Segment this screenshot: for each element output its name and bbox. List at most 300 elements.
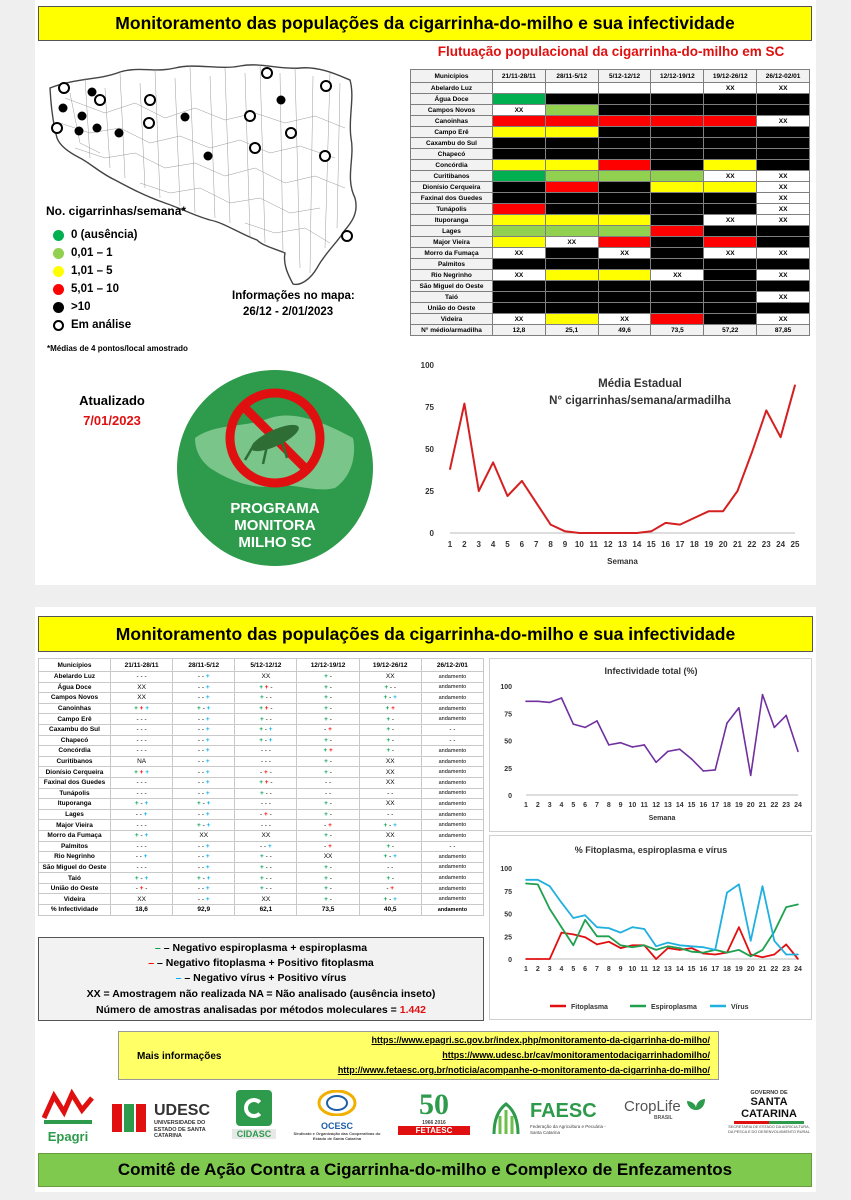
data-point xyxy=(573,934,575,936)
infectivity-cell: - + xyxy=(297,820,359,831)
data-point xyxy=(714,769,716,771)
data-point xyxy=(785,715,787,717)
infectivity-cell: - - xyxy=(297,788,359,799)
x-tick-label: 15 xyxy=(687,802,696,809)
x-tick-label: 3 xyxy=(476,540,481,549)
infectivity-cell: + - - xyxy=(235,714,297,725)
data-point xyxy=(561,926,563,928)
x-tick-label: 4 xyxy=(559,802,564,809)
data-point xyxy=(537,700,539,702)
faesc-icon xyxy=(488,1100,524,1136)
municipality-name: Taió xyxy=(39,873,111,884)
municipality-name: Ituporanga xyxy=(411,215,493,226)
data-point xyxy=(762,956,764,958)
x-tick-label: 10 xyxy=(628,966,637,973)
data-point xyxy=(525,700,527,702)
infectivity-cell: - - + xyxy=(173,788,235,799)
x-tick-label: 7 xyxy=(534,540,539,549)
infectivity-cell: - - + xyxy=(173,714,235,725)
population-cell xyxy=(651,94,704,105)
series-line-infectividade xyxy=(526,695,798,776)
population-cell xyxy=(545,105,598,116)
municipality-name: Campos Novos xyxy=(411,105,493,116)
infectivity-cell: + - - xyxy=(235,788,297,799)
municipality-name: Chapecó xyxy=(411,149,493,160)
x-tick-label: 16 xyxy=(699,966,708,973)
population-cell: XX xyxy=(757,116,810,127)
population-cell xyxy=(545,215,598,226)
data-point xyxy=(535,502,537,504)
municipality-name: Chapecó xyxy=(39,735,111,746)
infectivity-cell: andamento xyxy=(421,788,483,799)
infectivity-cell: - - xyxy=(359,862,421,873)
infectivity-cell: - - + xyxy=(173,862,235,873)
population-cell xyxy=(598,83,651,94)
table-total-row xyxy=(39,905,484,916)
y-tick-label: 25 xyxy=(425,487,434,496)
government-logo: GOVERNO DE SANTA CATARINA SECRETARIA DE ESTADO DA AGRICULTURA, DA PESCA E DO DESENVOLVIMENTO RURAL xyxy=(728,1090,810,1134)
infectivity-cell: andamento xyxy=(421,799,483,810)
population-cell: XX xyxy=(493,248,546,259)
data-point xyxy=(679,949,681,951)
population-cell xyxy=(545,149,598,160)
map-point-black xyxy=(78,112,87,121)
municipality-name: Caxambu do Sul xyxy=(411,138,493,149)
map-point-black xyxy=(59,104,68,113)
municipality-name: Água Doce xyxy=(39,682,111,693)
population-cell xyxy=(598,237,651,248)
data-point xyxy=(679,524,681,526)
population-cell: XX xyxy=(757,292,810,303)
data-point xyxy=(667,751,669,753)
data-point xyxy=(762,694,764,696)
table-header-row xyxy=(411,70,810,83)
infectivity-cell: - - - xyxy=(111,777,173,788)
x-tick-label: 17 xyxy=(711,802,720,809)
x-tick-label: 20 xyxy=(746,802,755,809)
municipality-name: Campo Erê xyxy=(411,127,493,138)
population-cell xyxy=(493,116,546,127)
data-point xyxy=(679,947,681,949)
x-tick-label: 22 xyxy=(747,540,757,549)
infectivity-cell: andamento xyxy=(421,693,483,704)
infectivity-cell: + - xyxy=(359,841,421,852)
infectivity-cell: andamento xyxy=(421,852,483,863)
data-point xyxy=(584,919,586,921)
infectivity-cell: + - xyxy=(297,873,359,884)
data-point xyxy=(797,904,799,906)
data-point xyxy=(507,495,509,497)
x-axis-title: Semana xyxy=(648,815,676,822)
population-cell: XX xyxy=(757,171,810,182)
infectivity-cell: - - + xyxy=(173,672,235,683)
x-tick-label: 2 xyxy=(462,540,467,549)
faesc-logo: FAESC Federação da Agricultura e Pecuária - Santa Catarina xyxy=(488,1100,606,1140)
x-tick-label: 2 xyxy=(535,966,540,973)
population-cell xyxy=(545,83,598,94)
legend-items xyxy=(53,226,223,334)
mean-value: 57,22 xyxy=(704,325,757,336)
infectivity-cell: + - + xyxy=(173,799,235,810)
x-tick-label: 5 xyxy=(505,540,510,549)
x-tick-label: 6 xyxy=(583,802,588,809)
infectivity-cell: - - + xyxy=(173,682,235,693)
population-cell xyxy=(545,281,598,292)
x-tick-label: 21 xyxy=(758,802,767,809)
population-cell: XX xyxy=(704,171,757,182)
infectivity-cell: - - + xyxy=(173,809,235,820)
x-tick-label: 14 xyxy=(632,540,642,549)
x-tick-label: 15 xyxy=(687,966,696,973)
population-cell xyxy=(545,160,598,171)
municipality-name: Lages xyxy=(39,809,111,820)
x-tick-label: 11 xyxy=(589,540,598,549)
table-row xyxy=(411,160,810,171)
link-fetaesc[interactable]: http://www.fetaesc.org.br/noticia/acompanhe-o-monitoramento-da-cigarrinha-do-milho/ xyxy=(337,1065,710,1075)
municipality-name: Tunápolis xyxy=(39,788,111,799)
municipality-name: Concórdia xyxy=(39,746,111,757)
municipality-name: Major Vieira xyxy=(39,820,111,831)
series-legend-label: Fitoplasma xyxy=(571,1004,608,1011)
data-point xyxy=(737,490,739,492)
population-cell xyxy=(493,204,546,215)
mean-value: 49,6 xyxy=(598,325,651,336)
x-tick-label: 19 xyxy=(704,540,714,549)
infectivity-cell: + - xyxy=(297,735,359,746)
data-point xyxy=(579,532,581,534)
population-cell xyxy=(545,292,598,303)
infectivity-cell: + - - xyxy=(235,883,297,894)
data-point xyxy=(691,947,693,949)
x-tick-label: 8 xyxy=(606,802,611,809)
table-header-row xyxy=(39,659,484,672)
x-tick-label: 7 xyxy=(595,802,599,809)
table-row xyxy=(411,94,810,105)
legend-item-label: 5,01 – 10 xyxy=(71,283,119,295)
population-cell xyxy=(651,259,704,270)
x-tick-label: 16 xyxy=(661,540,671,549)
population-cell xyxy=(757,138,810,149)
map-point-black xyxy=(75,127,84,136)
population-cell xyxy=(598,94,651,105)
x-tick-label: 5 xyxy=(571,966,576,973)
mean-value: 87,85 xyxy=(757,325,810,336)
legend-item xyxy=(53,244,223,262)
x-tick-label: 21 xyxy=(758,966,767,973)
population-cell xyxy=(704,138,757,149)
data-point xyxy=(691,758,693,760)
table-header: 21/11-28/11 xyxy=(493,70,546,83)
municipality-name: Concórdia xyxy=(411,160,493,171)
x-tick-label: 5 xyxy=(571,802,576,809)
legend-item-label: 1,01 – 5 xyxy=(71,265,113,277)
population-cell xyxy=(757,160,810,171)
infectivity-cell: XX xyxy=(235,894,297,905)
table-row xyxy=(411,171,810,182)
program-logo xyxy=(175,368,375,568)
population-cell: XX xyxy=(704,83,757,94)
x-tick-label: 1 xyxy=(447,540,453,549)
data-point xyxy=(620,945,622,947)
infectivity-cell: XX xyxy=(235,830,297,841)
infectivity-cell: + - + xyxy=(235,735,297,746)
population-cell: XX xyxy=(757,204,810,215)
x-tick-label: 20 xyxy=(718,540,728,549)
infectivity-cell: XX xyxy=(173,830,235,841)
table-header: 5/12-12/12 xyxy=(598,70,651,83)
infectivity-cell: + - - xyxy=(359,682,421,693)
infectivity-cell: + + + xyxy=(111,703,173,714)
population-cell: XX xyxy=(757,314,810,325)
population-cell: XX xyxy=(545,237,598,248)
infectivity-cell: - - xyxy=(421,735,483,746)
population-cell xyxy=(598,281,651,292)
x-axis-title: Semana xyxy=(607,557,638,566)
data-point xyxy=(750,775,752,777)
population-cell: XX xyxy=(598,248,651,259)
data-point xyxy=(726,722,728,724)
municipality-name: Taió xyxy=(411,292,493,303)
map-point-empty xyxy=(262,68,272,78)
data-point xyxy=(665,522,667,524)
table-row xyxy=(411,83,810,94)
infectivity-cell: andamento xyxy=(421,714,483,725)
infectivity-cell: XX xyxy=(111,894,173,905)
municipality-name: Morro da Fumaça xyxy=(411,248,493,259)
x-tick-label: 17 xyxy=(675,540,685,549)
legend-item-label: 0,01 – 1 xyxy=(71,247,113,259)
data-point xyxy=(694,517,696,519)
municipality-name: Canoinhas xyxy=(39,703,111,714)
population-cell xyxy=(598,215,651,226)
population-cell: XX xyxy=(598,314,651,325)
infectivity-cell: XX xyxy=(111,682,173,693)
chart-subtitle: N° cigarrinhas/semana/armadilha xyxy=(549,395,731,407)
chart-title: % Fitoplasma, espiroplasma e vírus xyxy=(574,845,728,855)
table-row xyxy=(39,799,484,810)
data-point xyxy=(608,927,610,929)
legend-swatch xyxy=(53,230,64,241)
map-point-black xyxy=(277,96,286,105)
population-cell xyxy=(598,116,651,127)
legend-item xyxy=(53,280,223,298)
data-point xyxy=(738,707,740,709)
total-value: 62,1 xyxy=(235,905,297,916)
table-row xyxy=(39,767,484,778)
infectivity-cell: + - - xyxy=(235,873,297,884)
mean-value: 12,8 xyxy=(493,325,546,336)
y-tick-label: 50 xyxy=(425,445,434,454)
data-point xyxy=(549,958,551,960)
municipality-name: União do Oeste xyxy=(39,883,111,894)
municipality-name: Dionísio Cerqueira xyxy=(411,182,493,193)
table-row xyxy=(39,830,484,841)
data-point xyxy=(708,510,710,512)
population-cell xyxy=(545,204,598,215)
population-cell xyxy=(598,226,651,237)
map-point-empty xyxy=(342,231,352,241)
x-tick-label: 9 xyxy=(618,966,623,973)
x-tick-label: 13 xyxy=(664,802,672,809)
table-row xyxy=(411,237,810,248)
table-header: 21/11-28/11 xyxy=(111,659,173,672)
y-tick-label: 25 xyxy=(504,765,512,773)
map-info-label: Informações no mapa: xyxy=(232,290,355,302)
infectivity-cell: andamento xyxy=(421,862,483,873)
symbols-legend xyxy=(38,937,484,1021)
infectivity-cell: + - - xyxy=(235,693,297,704)
data-point xyxy=(667,942,669,944)
data-point xyxy=(750,955,752,957)
data-point xyxy=(521,480,523,482)
data-point xyxy=(620,742,622,744)
population-cell xyxy=(651,281,704,292)
table-row xyxy=(411,292,810,303)
infectivity-cell: + - + xyxy=(111,873,173,884)
updated-date: 7/01/2023 xyxy=(83,413,141,428)
data-point xyxy=(632,946,634,948)
map-point-empty xyxy=(286,128,296,138)
table-row xyxy=(39,735,484,746)
program-logo-line3: MILHO SC xyxy=(238,534,312,551)
infectivity-cell: andamento xyxy=(421,809,483,820)
legend-item xyxy=(53,226,223,244)
infectivity-cell: andamento xyxy=(421,883,483,894)
data-point xyxy=(643,945,645,947)
data-point xyxy=(492,462,494,464)
legend-footnote: *Médias de 4 pontos/local amostrado xyxy=(47,344,188,353)
population-cell: XX xyxy=(704,215,757,226)
infectivity-cell: - - xyxy=(359,809,421,820)
fetaesc-logo: 50 1966 2016 FETAESC xyxy=(398,1090,470,1142)
population-cell xyxy=(704,193,757,204)
data-point xyxy=(667,947,669,949)
infectivity-cell: + - xyxy=(359,735,421,746)
infectivity-cell: - - + xyxy=(173,746,235,757)
map-point-black xyxy=(88,88,97,97)
infectivity-cell: + - - xyxy=(235,852,297,863)
population-cell xyxy=(704,259,757,270)
legend-title: No. cigarrinhas/semana* xyxy=(46,204,187,218)
total-value: 73,5 xyxy=(297,905,359,916)
population-cell xyxy=(651,226,704,237)
infectivity-cell: + - + xyxy=(111,799,173,810)
x-tick-label: 13 xyxy=(618,540,627,549)
top-table-title: Flutuação populacional da cigarrinha-do-milho em SC xyxy=(437,44,785,59)
croplife-logo: CropLife BRASIL xyxy=(624,1098,709,1142)
table-row xyxy=(411,303,810,314)
population-cell xyxy=(757,303,810,314)
population-cell: XX xyxy=(651,270,704,281)
y-tick-label: 0 xyxy=(429,529,434,538)
data-point xyxy=(632,746,634,748)
infectivity-cell: + - xyxy=(297,714,359,725)
government-stripe xyxy=(734,1121,804,1124)
data-point xyxy=(714,949,716,951)
x-tick-label: 14 xyxy=(675,802,684,809)
population-cell xyxy=(651,204,704,215)
data-point xyxy=(537,958,539,960)
data-point xyxy=(622,532,624,534)
data-point xyxy=(632,926,634,928)
infectivity-cell: XX xyxy=(359,756,421,767)
table-row xyxy=(411,116,810,127)
footer-banner: Comitê de Ação Contra a Cigarrinha-do-milho e Complexo de Enfezamentos xyxy=(38,1153,812,1187)
municipality-name: Abelardo Luz xyxy=(411,83,493,94)
link-udesc[interactable]: https://www.udesc.br/cav/monitoramentodacigarrinhadomilho/ xyxy=(442,1050,710,1060)
population-cell xyxy=(598,204,651,215)
x-tick-label: 15 xyxy=(646,540,656,549)
population-cell xyxy=(704,270,757,281)
data-point xyxy=(774,727,776,729)
population-cell xyxy=(493,292,546,303)
series-line-fitoplasma xyxy=(526,927,798,959)
total-value: 18,6 xyxy=(111,905,173,916)
infectivity-cell: + - + xyxy=(359,693,421,704)
table-row xyxy=(39,672,484,683)
infectivity-cell: + - xyxy=(359,873,421,884)
program-logo-line2: MONITORA xyxy=(234,517,316,534)
map-point-empty xyxy=(144,118,154,128)
map-point-empty xyxy=(320,151,330,161)
data-point xyxy=(751,452,753,454)
population-cell xyxy=(651,248,704,259)
population-cell xyxy=(598,193,651,204)
infectivity-cell: + - - xyxy=(235,862,297,873)
link-epagri[interactable]: https://www.epagri.sc.gov.br/index.php/monitoramento-da-cigarrinha-do-milho/ xyxy=(371,1035,710,1045)
updated-label: Atualizado xyxy=(79,393,145,408)
data-point xyxy=(643,744,645,746)
municipality-name: Dionísio Cerqueira xyxy=(39,767,111,778)
municipality-name: Água Doce xyxy=(411,94,493,105)
udesc-icon xyxy=(110,1100,150,1136)
cidasc-icon xyxy=(236,1090,272,1126)
infectivity-cell: - - - xyxy=(111,841,173,852)
x-tick-label: 14 xyxy=(675,966,684,973)
legend-espiroplasma: – – Negativo espiroplasma + espiroplasma xyxy=(154,942,368,954)
data-point xyxy=(573,945,575,947)
population-cell xyxy=(704,94,757,105)
infectivity-chart-box xyxy=(489,658,812,832)
data-point xyxy=(561,902,563,904)
x-tick-label: 22 xyxy=(770,966,779,973)
data-point xyxy=(564,531,566,533)
infectivity-cell: - + xyxy=(297,724,359,735)
infectivity-cell: - - + xyxy=(173,852,235,863)
population-cell xyxy=(545,193,598,204)
infectivity-cell: - + - xyxy=(235,809,297,820)
population-cell: XX xyxy=(757,193,810,204)
population-cell xyxy=(704,160,757,171)
data-point xyxy=(738,884,740,886)
x-tick-label: 6 xyxy=(519,540,525,549)
x-tick-label: 18 xyxy=(689,540,699,549)
y-tick-label: 100 xyxy=(500,866,512,873)
population-cell xyxy=(545,259,598,270)
data-point xyxy=(797,954,799,956)
legend-samples: Número de amostras analisadas por métodos moleculares = 1.442 xyxy=(95,1004,427,1016)
infectivity-cell: + - + xyxy=(359,852,421,863)
population-cell xyxy=(545,127,598,138)
population-cell xyxy=(704,105,757,116)
table-row xyxy=(411,314,810,325)
table-row xyxy=(411,226,810,237)
x-tick-label: 21 xyxy=(733,540,742,549)
data-point xyxy=(550,524,552,526)
municipality-name: Rio Negrinho xyxy=(39,852,111,863)
x-tick-label: 17 xyxy=(711,966,720,973)
table-header: 26/12-2/01 xyxy=(421,659,483,672)
